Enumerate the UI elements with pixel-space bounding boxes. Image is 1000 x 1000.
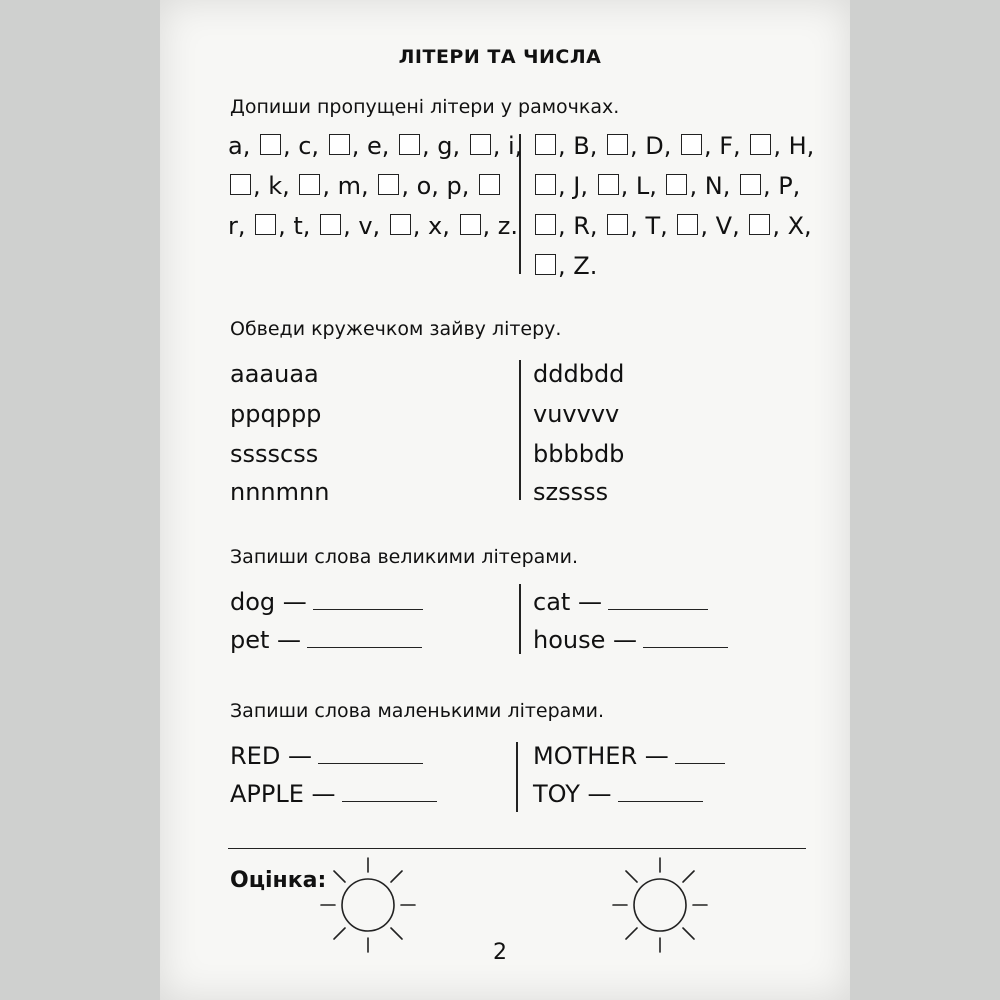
task2-left-item[interactable]: nnnmnn xyxy=(230,478,330,506)
letter-text: , i, xyxy=(492,132,523,160)
task3-left-word: dog — xyxy=(230,588,423,616)
footer-rule xyxy=(228,848,806,849)
letter-text: , e, xyxy=(351,132,397,160)
task1-left-row xyxy=(228,132,522,160)
task2-right-item[interactable]: vuvvvv xyxy=(533,400,620,428)
task1-right-row xyxy=(533,132,814,160)
letter-text: , Z. xyxy=(558,252,598,280)
letter-text: a, xyxy=(228,132,258,160)
letter-text: , B, xyxy=(558,132,605,160)
letter-box[interactable] xyxy=(535,174,556,195)
letter-text: , H, xyxy=(773,132,815,160)
letter-box[interactable] xyxy=(390,214,411,235)
task3-left-word: pet — xyxy=(230,626,422,654)
letter-text: , z. xyxy=(482,212,518,240)
letter-box[interactable] xyxy=(320,214,341,235)
letter-box[interactable] xyxy=(329,134,350,155)
letter-text: , v, xyxy=(343,212,388,240)
letter-text: r, xyxy=(228,212,254,240)
task2-left-item[interactable]: ppqppp xyxy=(230,400,322,428)
letter-text: , J, xyxy=(558,172,596,200)
task4-divider xyxy=(516,742,518,812)
letter-text: , V, xyxy=(700,212,748,240)
letter-box[interactable] xyxy=(607,134,628,155)
answer-line[interactable] xyxy=(342,800,437,802)
grade-label: Оцінка: xyxy=(230,868,327,893)
letter-box[interactable] xyxy=(255,214,276,235)
letter-box[interactable] xyxy=(230,174,251,195)
letter-text: , k, xyxy=(253,172,298,200)
task1-left-row xyxy=(228,212,518,240)
letter-box[interactable] xyxy=(299,174,320,195)
letter-box[interactable] xyxy=(681,134,702,155)
task1-heading: Допиши пропущені літери у рамочках. xyxy=(230,96,620,118)
task3-divider xyxy=(519,584,521,654)
letter-text: , L, xyxy=(620,172,665,200)
task4-left-word: APPLE — xyxy=(230,780,437,808)
answer-line[interactable] xyxy=(618,800,703,802)
letter-text: , m, xyxy=(322,172,377,200)
task4-right-word: MOTHER — xyxy=(533,742,725,770)
letter-text: , o, p, xyxy=(401,172,478,200)
letter-box[interactable] xyxy=(535,134,556,155)
letter-box[interactable] xyxy=(479,174,500,195)
task1-right-row xyxy=(533,172,800,200)
letter-text: , x, xyxy=(412,212,458,240)
letter-box[interactable] xyxy=(677,214,698,235)
task3-right-word: house — xyxy=(533,626,728,654)
letter-box[interactable] xyxy=(460,214,481,235)
letter-box[interactable] xyxy=(607,214,628,235)
task2-left-item[interactable]: sssscss xyxy=(230,440,319,468)
letter-text: , t, xyxy=(278,212,319,240)
letter-box[interactable] xyxy=(740,174,761,195)
task4-right-word: TOY — xyxy=(533,780,703,808)
letter-text: , T, xyxy=(630,212,676,240)
letter-box[interactable] xyxy=(535,214,556,235)
letter-box[interactable] xyxy=(598,174,619,195)
letter-box[interactable] xyxy=(260,134,281,155)
answer-line[interactable] xyxy=(313,608,423,610)
letter-box[interactable] xyxy=(399,134,420,155)
task2-divider xyxy=(519,360,521,500)
answer-line[interactable] xyxy=(307,646,422,648)
task1-right-row xyxy=(533,212,812,240)
letter-box[interactable] xyxy=(666,174,687,195)
letter-box[interactable] xyxy=(750,134,771,155)
letter-text: , P, xyxy=(762,172,801,200)
letter-text: , c, xyxy=(282,132,327,160)
letter-text: , D, xyxy=(629,132,679,160)
letter-box[interactable] xyxy=(378,174,399,195)
task4-heading: Запиши слова маленькими літерами. xyxy=(230,700,605,722)
task3-right-word: cat — xyxy=(533,588,708,616)
task2-heading: Обведи кружечком зайву літеру. xyxy=(230,318,562,340)
task1-left-row xyxy=(228,172,502,200)
task2-left-item[interactable]: aaauaa xyxy=(230,360,319,388)
letter-box[interactable] xyxy=(535,254,556,275)
task1-right-row xyxy=(533,252,597,280)
answer-line[interactable] xyxy=(675,762,725,764)
task2-right-item[interactable]: szssss xyxy=(533,478,609,506)
page-number: 2 xyxy=(493,940,507,965)
letter-text: , g, xyxy=(421,132,468,160)
answer-line[interactable] xyxy=(608,608,708,610)
letter-box[interactable] xyxy=(749,214,770,235)
task2-right-item[interactable]: dddbdd xyxy=(533,360,625,388)
letter-text: , X, xyxy=(772,212,812,240)
letter-text: , R, xyxy=(558,212,606,240)
task3-heading: Запиши слова великими літерами. xyxy=(230,546,578,568)
letter-text: , N, xyxy=(689,172,738,200)
answer-line[interactable] xyxy=(643,646,728,648)
page-title: ЛІТЕРИ ТА ЧИСЛА xyxy=(398,46,602,68)
task2-right-item[interactable]: bbbbdb xyxy=(533,440,625,468)
answer-line[interactable] xyxy=(318,762,423,764)
task4-left-word: RED — xyxy=(230,742,423,770)
letter-text: , F, xyxy=(703,132,749,160)
letter-box[interactable] xyxy=(470,134,491,155)
